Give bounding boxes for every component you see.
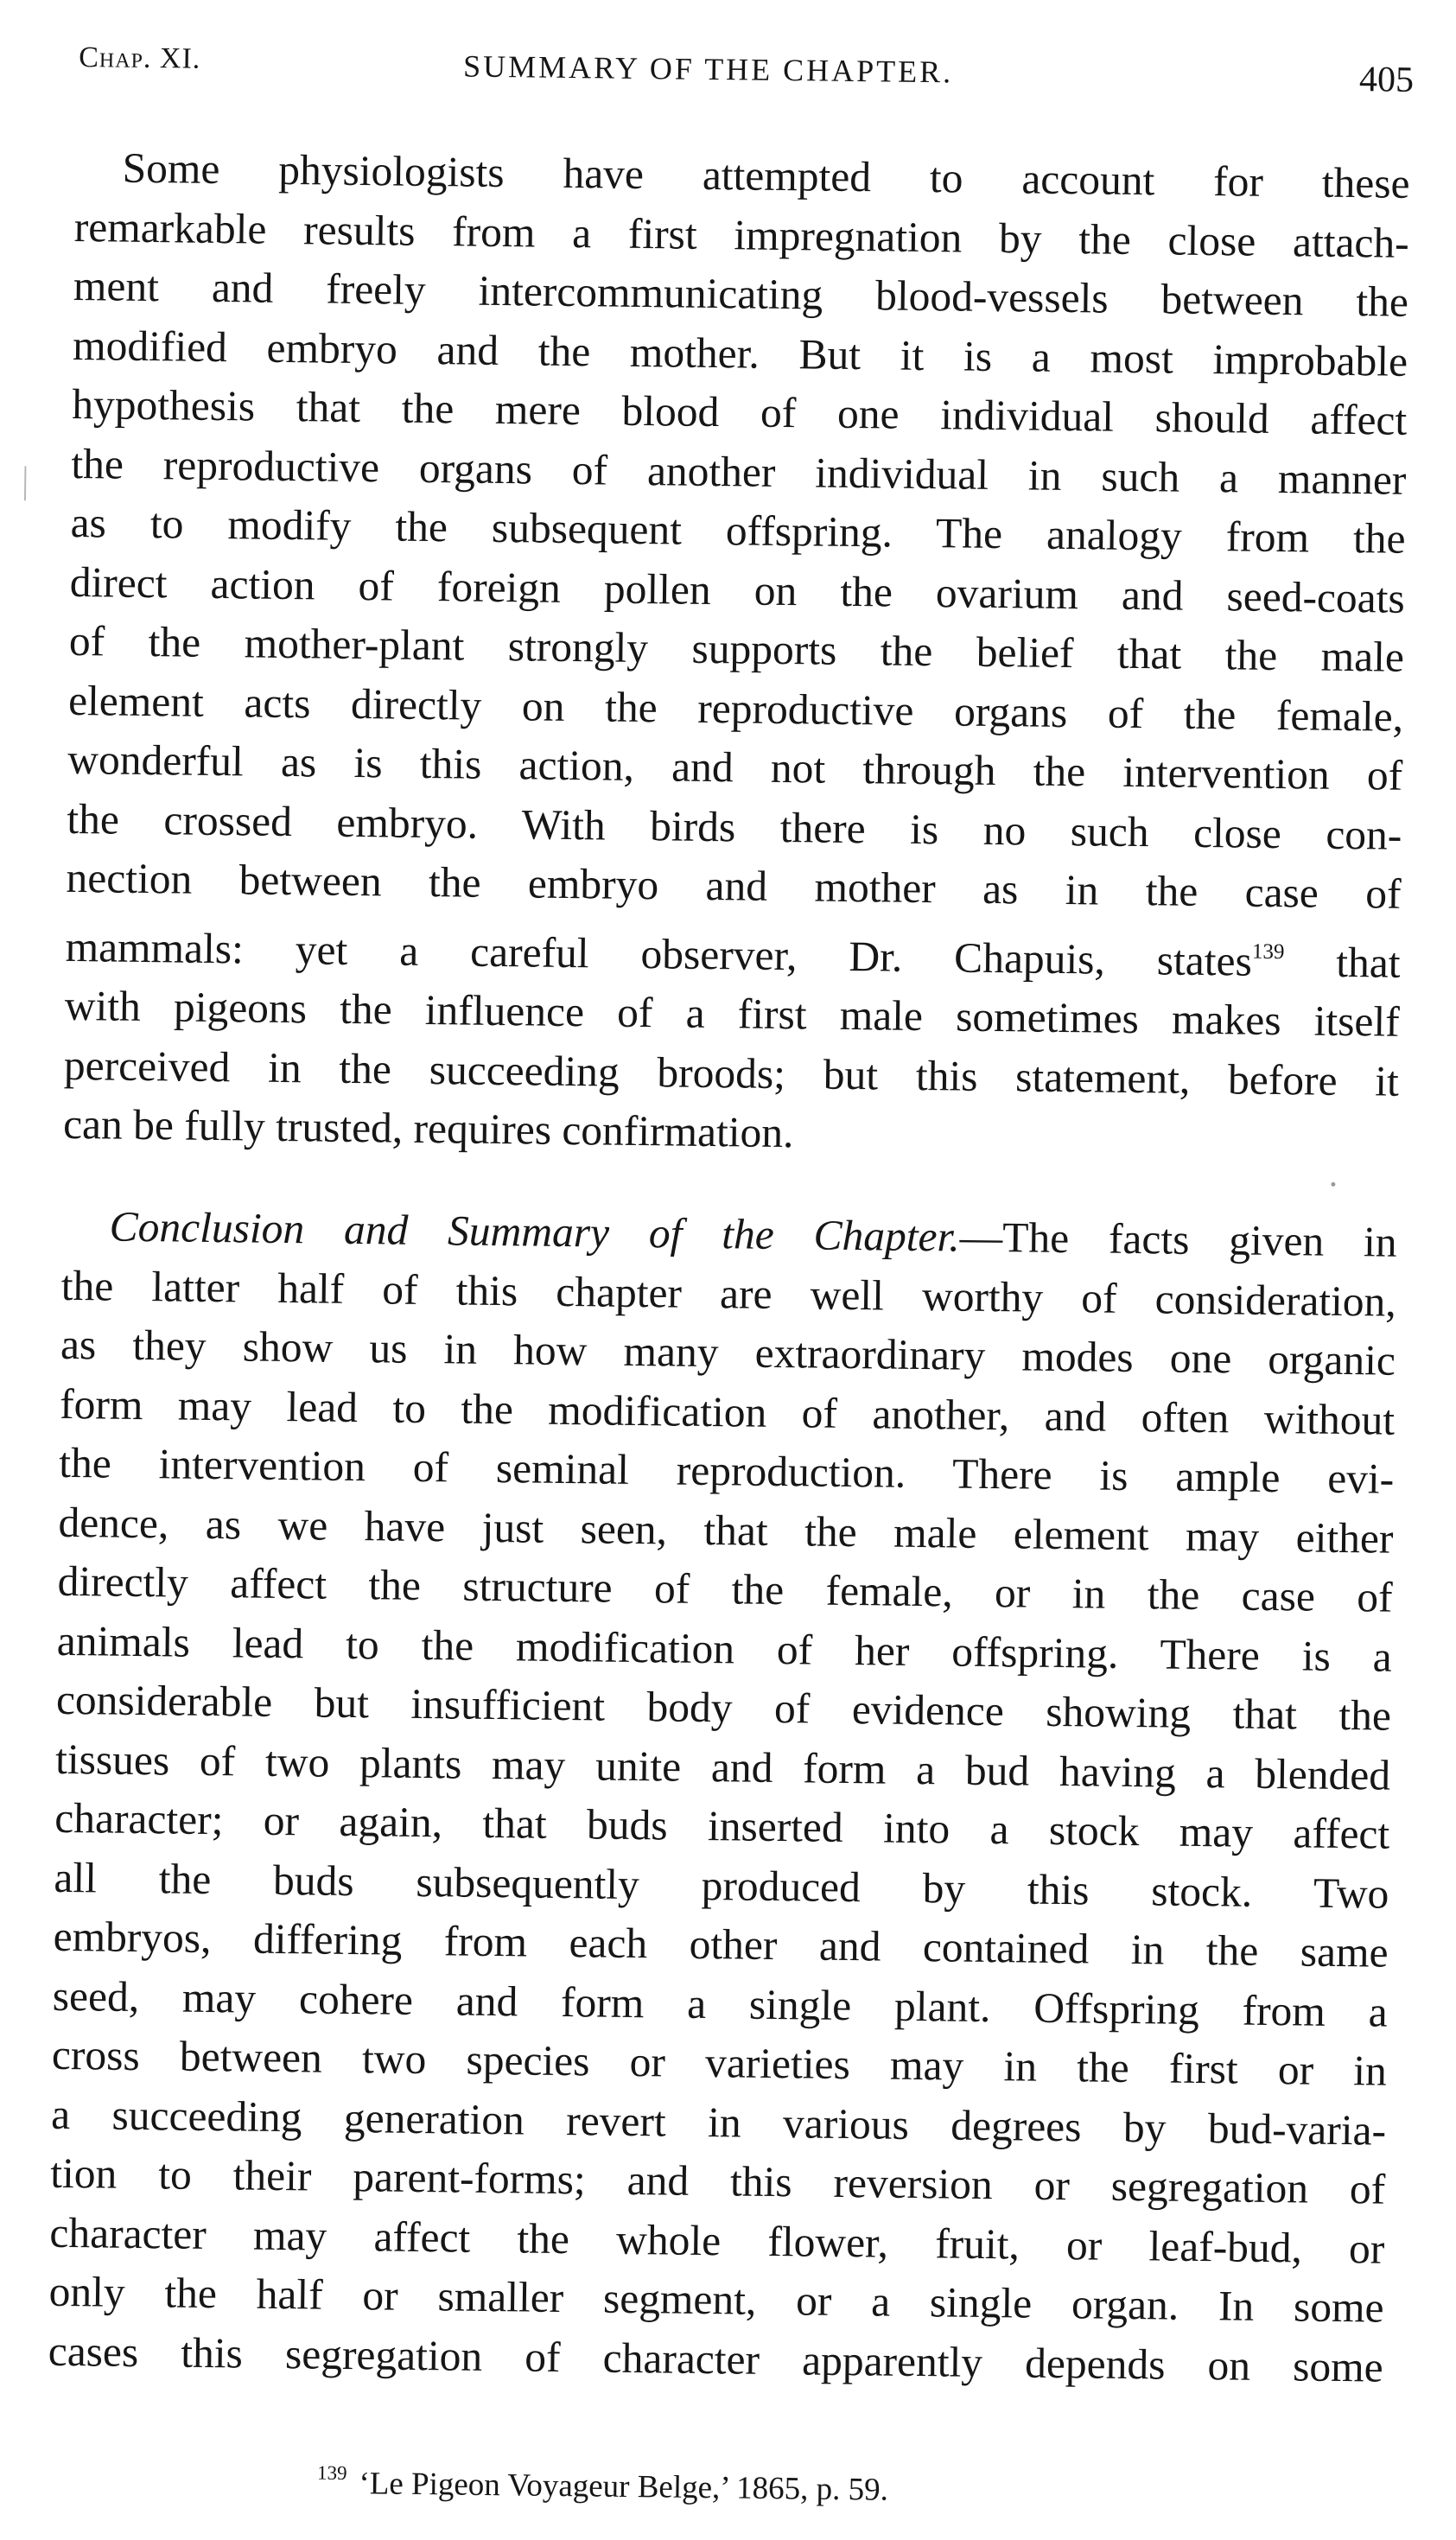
text-line: Some physiologists have attempted to account for these <box>122 143 1410 207</box>
text-line: tissues of two plants may unite and form a bud having a blended <box>54 1735 1391 1799</box>
text-line: tion to their parent-forms; and this reversion or segregation of <box>49 2148 1386 2213</box>
text-line: wonderful as is this action, and not through the intervention of <box>67 735 1403 799</box>
paragraph-conclusion <box>48 1197 1397 2397</box>
section-heading: Conclusion and Summary of the Chapter. <box>109 1202 961 1261</box>
text-line: of the mother-plant strongly supports the belief that the male <box>68 616 1405 681</box>
paragraph-physiologists <box>63 138 1410 1170</box>
text-line: can be fully trusted, requires confirmation. <box>62 1099 794 1157</box>
text-line: perceived in the succeeding broods; but this statement, before it <box>63 1041 1400 1105</box>
running-header <box>79 35 1415 111</box>
text-line: cross between two species or varieties may in the first or in <box>51 2030 1388 2095</box>
text-line: cases this segregation of character apparently depends on some <box>48 2327 1384 2391</box>
text-line: only the half or smaller segment, or a single organ. In some <box>48 2267 1384 2332</box>
text-line: element acts directly on the reproductive organs of the female, <box>67 676 1404 741</box>
text-line: ment and freely intercommunicating blood-vessels between the <box>73 261 1409 326</box>
text-line: the reproductive organs of another individual in such a manner <box>71 439 1407 504</box>
text-line: considerable but insufficient body of evidence showing that the <box>55 1675 1392 1740</box>
text-line: character; or again, that buds inserted into a stock may affect <box>54 1793 1390 1858</box>
text-line: all the buds subsequently produced by this stock. Two <box>54 1853 1389 1918</box>
text-line: a succeeding generation revert in various degrees by bud-varia- <box>50 2090 1387 2155</box>
text-line: as to modify the subsequent offspring. The analogy from the <box>70 498 1406 563</box>
text-line: directly affect the structure of the female, or in the case of <box>57 1556 1393 1621</box>
text-line: the crossed embryo. With birds there is no such close con- <box>67 794 1402 859</box>
text-line: as they show us in how many extraordinary modes one organic <box>60 1320 1396 1385</box>
print-speck <box>1331 1182 1335 1187</box>
text-line: hypothesis that the mere blood of one individual should affect <box>71 379 1408 444</box>
text-line: remarkable results from a first impregnation by the close attach- <box>73 202 1410 267</box>
text-line: animals lead to the modification of her offspring. There is a <box>56 1616 1393 1681</box>
running-title: SUMMARY OF THE CHAPTER. <box>462 48 954 90</box>
footnote-number: 139 <box>316 2461 347 2485</box>
text-line: the latter half of this chapter are well worthy of consideration, <box>60 1261 1397 1326</box>
text-line: form may lead to the modification of another, and often without <box>59 1379 1396 1444</box>
page-number: 405 <box>1358 60 1415 100</box>
text-line: embryos, differing from each other and contained in the same <box>53 1912 1389 1977</box>
text-line: dence, as we have just seen, that the male element may either <box>58 1498 1394 1563</box>
text-segment: mammals: yet a careful observer, Dr. Chapuis, states <box>65 922 1253 985</box>
footnote-text: ‘Le Pigeon Voyageur Belge,’ 1865, p. 59. <box>359 2466 889 2508</box>
text-line: with pigeons the influence of a first male sometimes makes itself <box>64 981 1401 1046</box>
text-line: modified embryo and the mother. But it is a most improbable <box>72 321 1408 385</box>
margin-mark <box>24 466 26 500</box>
footnote <box>317 2462 888 2509</box>
text-line: character may affect the whole flower, fruit, or leaf-bud, or <box>49 2208 1385 2273</box>
text-line: nection between the embryo and mother as in the case of <box>66 853 1402 918</box>
text-segment: —The facts given in <box>959 1213 1397 1266</box>
footnote-reference: 139 <box>1251 939 1285 964</box>
text-line: the intervention of seminal reproduction. There is ample evi- <box>59 1438 1395 1503</box>
text-segment: that <box>1336 938 1401 987</box>
text-line: direct action of foreign pollen on the ovarium and seed-coats <box>69 557 1406 622</box>
text-line: seed, may cohere and form a single plant. Offspring from a <box>52 1971 1389 2036</box>
chapter-label: Chap. XI. <box>79 41 201 75</box>
